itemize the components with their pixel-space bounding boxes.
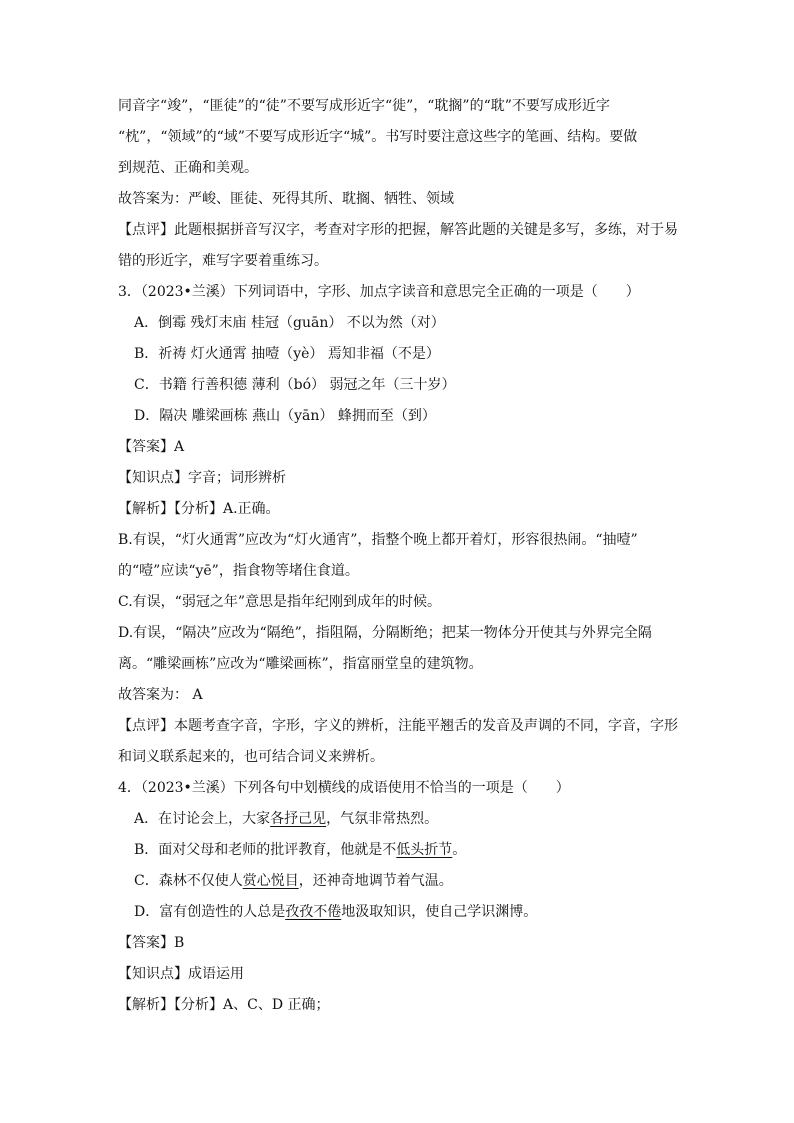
question-3-option-c: C．书籍 行善积德 薄利（bó） 弱冠之年（三十岁） bbox=[134, 377, 456, 393]
knowledge-point: 【知识点】成语运用 bbox=[118, 966, 244, 982]
paragraph-line: 同音字“竣”，“匪徒”的“徒”不要写成形近字“徙”，“耽搁”的“耽”不要写成形近字 bbox=[118, 98, 610, 114]
analysis-line: 离。“雕梁画栋”应改为“雕梁画栋”，指富丽堂皇的建筑物。 bbox=[118, 656, 483, 672]
question-3-option-d: D．隔决 雕梁画栋 燕山（yān） 蜂拥而至（到） bbox=[134, 408, 436, 424]
knowledge-point: 【知识点】字音；词形辨析 bbox=[118, 470, 286, 486]
answer-line: 故答案为： A bbox=[118, 687, 203, 703]
underlined-idiom: 孜孜不倦 bbox=[285, 904, 342, 920]
question-3-option-b: B．祈祷 灯火通霄 抽噎（yè） 焉知非福（不是） bbox=[134, 346, 440, 362]
comment-line: 【点评】此题根据拼音写汉字，考查对字形的把握，解答此题的关键是多写，多练，对于易 bbox=[118, 222, 678, 238]
comment-line: 和词义联系起来的，也可结合词义来辨析。 bbox=[118, 749, 384, 765]
question-4-stem: 4．（2023•兰溪）下列各句中划横线的成语使用不恰当的一项是（ ） bbox=[118, 780, 570, 796]
underlined-idiom: 低头折节 bbox=[396, 842, 453, 858]
question-4-option-b: B．面对父母和老师的批评教育，他就是不低头折节。 bbox=[134, 842, 467, 858]
analysis-line: 【解析】【分析】A.正确。 bbox=[118, 501, 280, 517]
analysis-line: C.有误，“弱冠之年”意思是指年纪刚到成年的时候。 bbox=[118, 594, 441, 610]
question-3-stem: 3．（2023•兰溪）下列词语中，字形、加点字读音和意思完全正确的一项是（ ） bbox=[118, 284, 640, 300]
question-4-option-a: A．在讨论会上，大家各抒己见，气氛非常热烈。 bbox=[134, 811, 439, 827]
paragraph-line: 到规范、正确和美观。 bbox=[118, 160, 258, 176]
comment-line: 错的形近字，难写字要着重练习。 bbox=[118, 253, 328, 269]
analysis-line: 的“噎”应读“yē”，指食物等堵住食道。 bbox=[118, 563, 359, 579]
analysis-line: B.有误，“灯火通霄”应改为“灯火通宵”，指整个晚上都开着灯，形容很热闹。“抽噎” bbox=[118, 532, 638, 548]
answer-label: 【答案】A bbox=[118, 439, 185, 455]
question-4-option-d: D．富有创造性的人总是孜孜不倦地汲取知识，使自己学识渊博。 bbox=[134, 904, 538, 920]
paragraph-line: “枕”，“领域”的“域”不要写成形近字“城”。书写时要注意这些字的笔画、结构。要做 bbox=[118, 129, 638, 145]
underlined-idiom: 赏心悦目 bbox=[242, 873, 299, 889]
question-3-option-a: A．倒霉 残灯末庙 桂冠（guān） 不以为然（对） bbox=[134, 315, 445, 331]
question-4-option-c: C．森林不仅使人赏心悦目，还神奇地调节着气温。 bbox=[134, 873, 453, 889]
answer-line: 故答案为：严峻、匪徒、死得其所、耽搁、牺牲、领域 bbox=[118, 191, 454, 207]
analysis-line: 【解析】【分析】A、C、D 正确； bbox=[118, 997, 330, 1013]
comment-line: 【点评】本题考查字音，字形，字义的辨析，注能平翘舌的发音及声调的不同，字音，字形 bbox=[118, 718, 678, 734]
underlined-idiom: 各抒己见 bbox=[270, 811, 327, 827]
answer-label: 【答案】B bbox=[118, 935, 185, 951]
analysis-line: D.有误，“隔决”应改为“隔绝”，指阻隔，分隔断绝；把某一物体分开使其与外界完全隔 bbox=[118, 625, 652, 641]
